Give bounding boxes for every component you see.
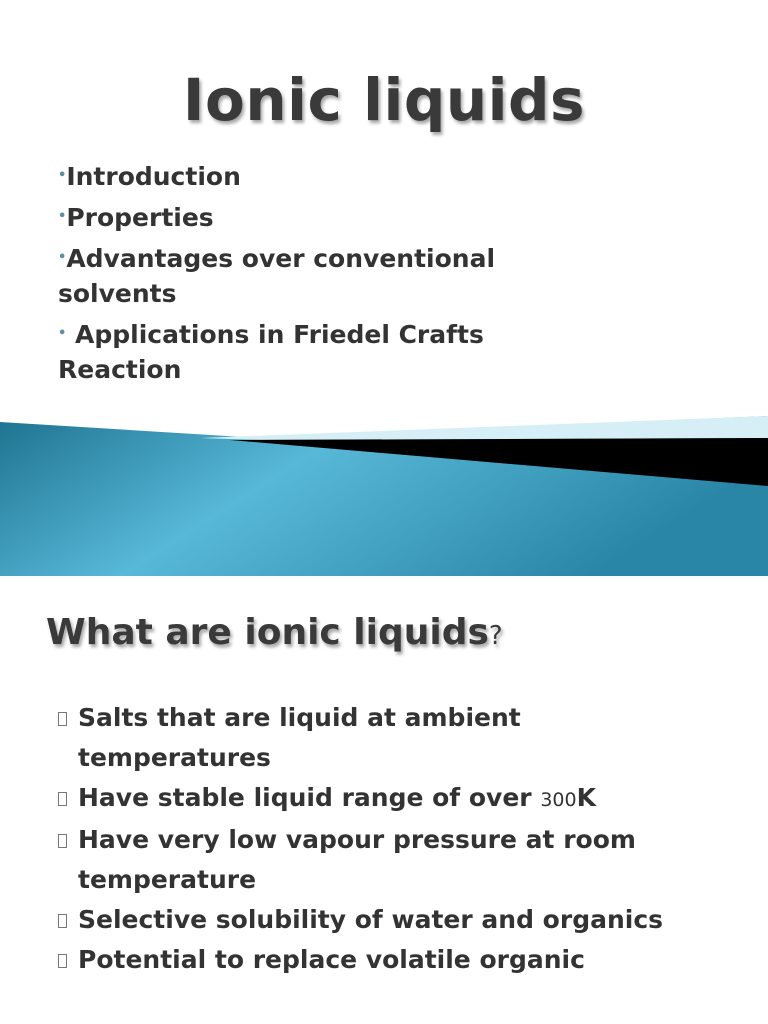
bullet-advantages [58, 240, 528, 311]
slide-title: Ionic liquids [182, 66, 586, 134]
range-unit: K [576, 783, 596, 812]
bullet-vapour-pressure [58, 820, 718, 900]
bullet-text: Properties [66, 203, 214, 232]
bullet-text: Introduction [66, 162, 241, 191]
bullet-text: Selective solubility of water and organics [78, 905, 664, 934]
slide-title [46, 612, 503, 653]
bullet-box-icon [58, 712, 67, 726]
slide-2 [0, 576, 768, 1024]
bullet-text: Potential to replace volatile organic [78, 945, 585, 974]
bullet-salts [58, 698, 718, 778]
bullet-properties [58, 199, 528, 235]
bullet-mark: • [58, 209, 67, 224]
bullet-box-icon [58, 792, 67, 806]
bullet-text: Have very low vapour pressure at room temperature [78, 825, 636, 894]
bullet-applications [58, 316, 528, 387]
bullet-mark: • [58, 250, 67, 265]
title-text: What are ionic liquids [46, 612, 489, 653]
bullet-box-icon [58, 954, 67, 968]
decorative-wave-band [0, 404, 768, 576]
title-question-mark: ? [488, 621, 503, 651]
range-number: 300 [540, 789, 577, 811]
bullet-box-icon [58, 834, 67, 848]
bullet-text: Advantages over conventional solvents [58, 244, 496, 308]
bullet-mark: • [58, 168, 67, 183]
bullet-text: Applications in Friedel Crafts Reaction [58, 320, 484, 384]
bullet-replace-volatile [58, 940, 718, 980]
bullet-box-icon [58, 914, 67, 928]
bullet-text: Salts that are liquid at ambient temperatures [78, 703, 521, 772]
bullet-list [58, 158, 528, 392]
bullet-list [58, 698, 718, 980]
bullet-introduction [58, 158, 528, 194]
bullet-solubility [58, 900, 718, 940]
bullet-text: Have stable liquid range of over [78, 783, 541, 812]
bullet-mark: • [58, 326, 67, 341]
bullet-liquid-range [58, 778, 718, 820]
